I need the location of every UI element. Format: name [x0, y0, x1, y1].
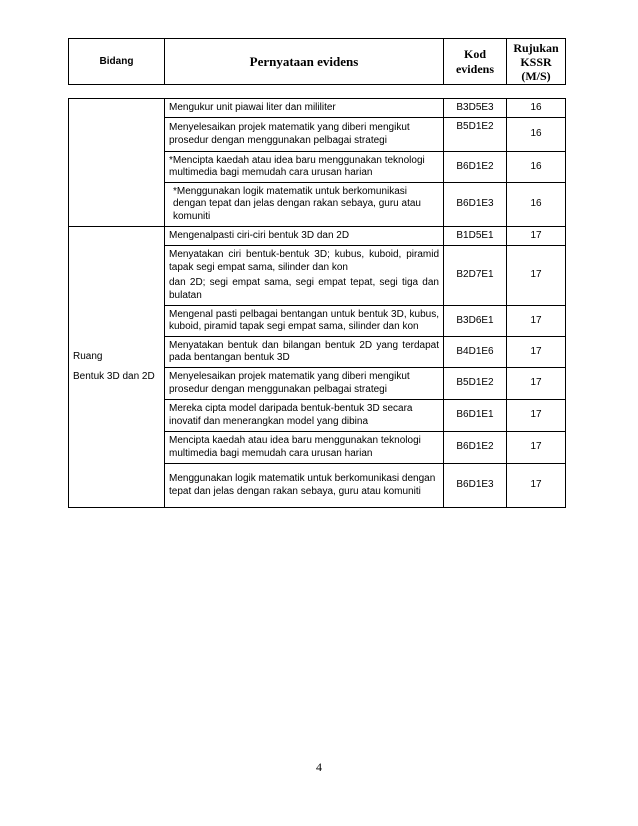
evidence-statement [165, 246, 444, 306]
kssr-page: 16 [507, 152, 566, 183]
evidence-code: B6D1E2 [444, 432, 507, 464]
evidence-statement: Mereka cipta model daripada bentuk-bentuk 3D secara inovatif dan menerangkan model yang dibina [165, 400, 444, 432]
evidence-statement: Menyelesaikan projek matematik yang diberi mengikut prosedur dengan menggunakan pelbagai strategi [165, 118, 444, 152]
evidence-code: B6D1E3 [444, 183, 507, 227]
evidence-code: B4D1E6 [444, 337, 507, 368]
header-bidang: Bidang [69, 39, 165, 85]
header-pernyataan: Pernyataan evidens [165, 39, 444, 85]
evidence-statement: Menyatakan bentuk dan bilangan bentuk 2D yang terdapat pada bentangan bentuk 3D [165, 337, 444, 368]
evidence-code: B5D1E2 [444, 368, 507, 400]
table-row [69, 227, 566, 246]
evidence-code: B6D1E1 [444, 400, 507, 432]
evidence-statement: *Menggunakan logik matematik untuk berkomunikasi dengan tepat dan jelas dengan rakan sebaya, guru atau komuniti [165, 183, 444, 227]
header-table [68, 38, 566, 85]
evidence-code: B6D1E2 [444, 152, 507, 183]
page-number: 4 [316, 760, 322, 774]
bidang-bentuk: Bentuk 3D dan 2D [73, 371, 155, 382]
header-kod-line1: Kod [463, 46, 486, 61]
kssr-page: 17 [507, 246, 566, 306]
bidang-cell-empty [69, 99, 165, 227]
kssr-page: 17 [507, 464, 566, 508]
header-rujukan-line2: KSSR [520, 54, 552, 69]
kssr-page: 17 [507, 368, 566, 400]
kssr-page: 17 [507, 432, 566, 464]
evidence-statement: Mengenalpasti ciri-ciri bentuk 3D dan 2D [165, 227, 444, 246]
evidence-code: B5D1E2 [444, 118, 507, 152]
kssr-page: 16 [507, 183, 566, 227]
evidence-table [68, 98, 566, 508]
header-rujukan-line1: Rujukan [513, 40, 559, 55]
evidence-statement-part1: Menyatakan ciri bentuk-bentuk 3D; kubus, kuboid, piramid tapak segi empat sama, silinder dan kon [169, 249, 439, 273]
evidence-statement: *Mencipta kaedah atau idea baru menggunakan teknologi multimedia bagi memudah cara urusan harian [165, 152, 444, 183]
header-kod-evidens [444, 39, 507, 85]
bidang-cell [69, 227, 165, 508]
evidence-statement: Menyelesaikan projek matematik yang diberi mengikut prosedur dengan menggunakan pelbagai strategi [165, 368, 444, 400]
kssr-page: 17 [507, 337, 566, 368]
evidence-statement: Menggunakan logik matematik untuk berkomunikasi dengan tepat dan jelas dengan rakan sebaya, guru atau komuniti [165, 464, 444, 508]
kssr-page: 17 [507, 306, 566, 337]
evidence-statement: Mengenal pasti pelbagai bentangan untuk bentuk 3D, kubus, kuboid, piramid tapak segi empat sama, silinder dan kon [165, 306, 444, 337]
evidence-statement: Mencipta kaedah atau idea baru menggunakan teknologi multimedia bagi memudah cara urusan harian [165, 432, 444, 464]
header-rujukan-line3: (M/S) [521, 68, 551, 83]
evidence-code: B2D7E1 [444, 246, 507, 306]
evidence-statement: Mengukur unit piawai liter dan mililiter [165, 99, 444, 118]
kssr-page: 17 [507, 227, 566, 246]
kssr-page: 17 [507, 400, 566, 432]
bidang-ruang: Ruang [73, 350, 103, 362]
header-rujukan [507, 39, 566, 85]
header-kod-line2: evidens [455, 61, 494, 76]
kssr-page: 16 [507, 99, 566, 118]
evidence-code: B3D6E1 [444, 306, 507, 337]
evidence-code: B1D5E1 [444, 227, 507, 246]
kssr-page: 16 [507, 118, 566, 152]
evidence-code: B3D5E3 [444, 99, 507, 118]
evidence-statement-part2: dan 2D; segi empat sama, segi empat tepat, segi tiga dan bulatan [169, 277, 439, 301]
evidence-code: B6D1E3 [444, 464, 507, 508]
table-row [69, 99, 566, 118]
